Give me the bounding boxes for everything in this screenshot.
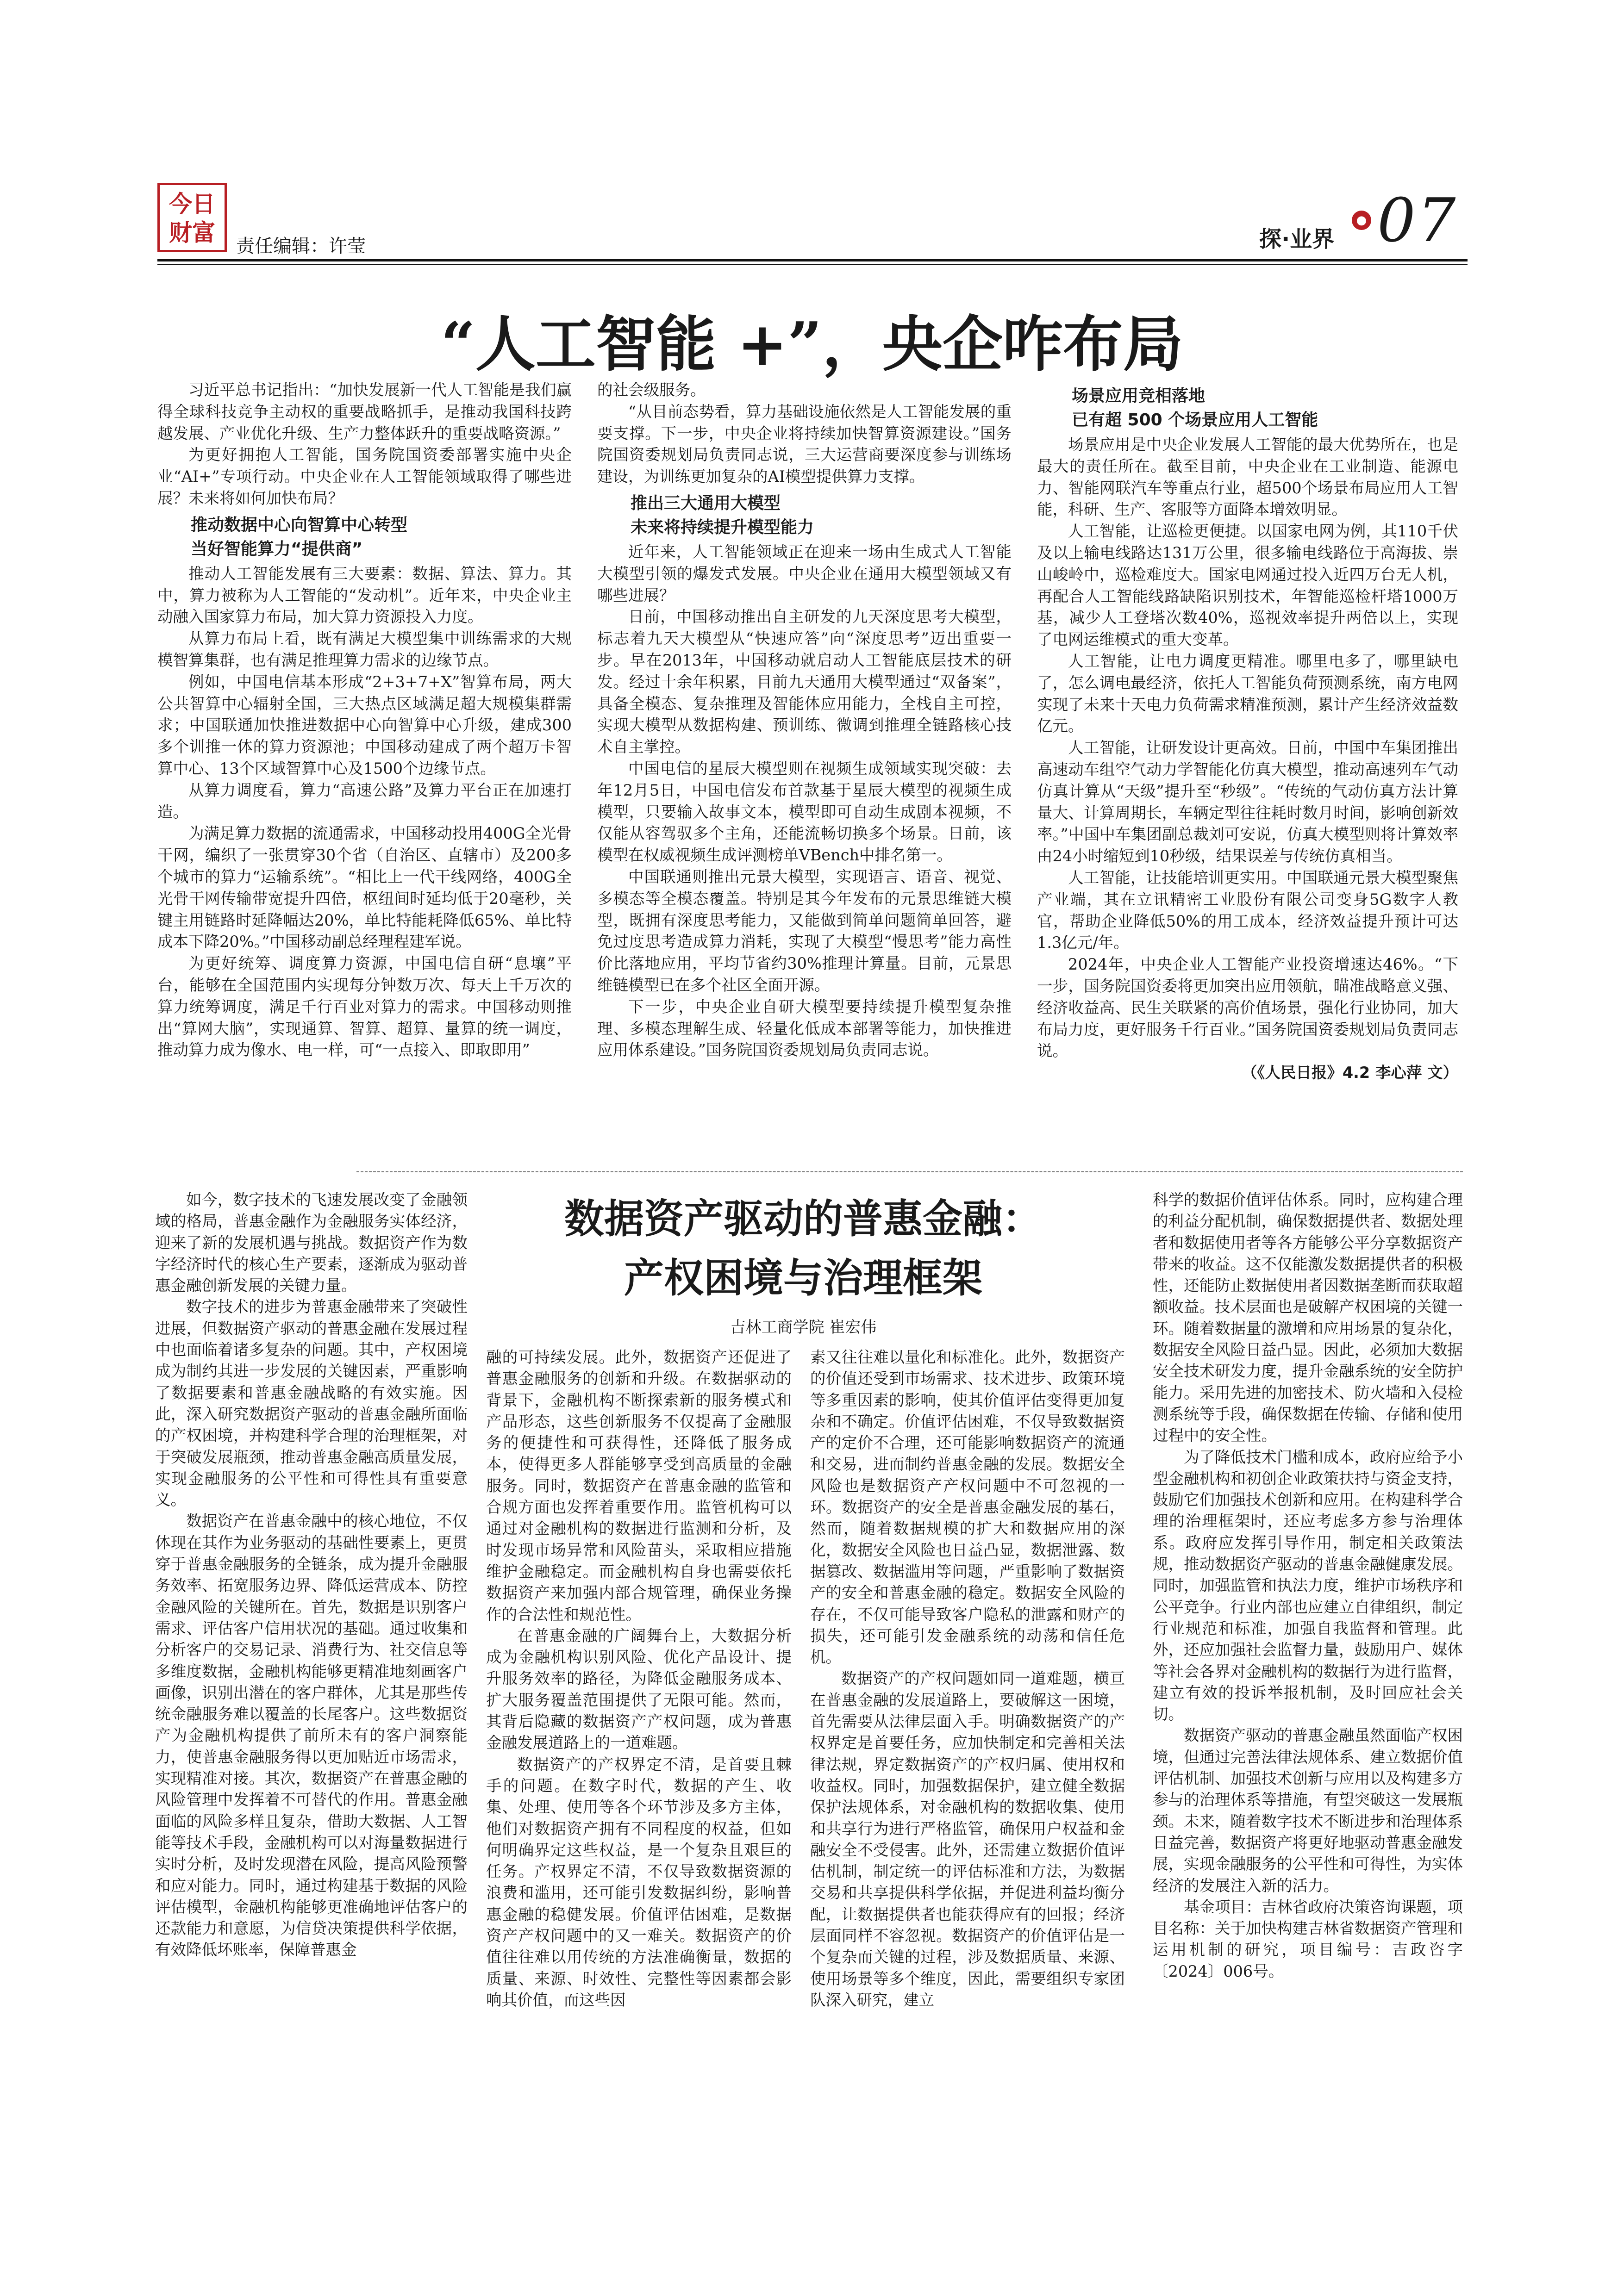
paragraph: “从目前态势看，算力基础设施依然是人工智能发展的重要支撑。下一步，中央企业将持续加快智算资源建设。”国务院国资委规划局负责同志说，三大运营商要深度参与训练场建设，为训练更加复杂的AI模型提供算力支撑。 xyxy=(597,402,1012,486)
paragraph: 为更好拥抱人工智能，国务院国资委部署实施中央企业“AI+”专项行动。中央企业在人工智能领域取得了哪些进展？未来将如何加快布局？ xyxy=(157,446,572,507)
subheading xyxy=(157,513,572,561)
subheading-line: 已有超 500 个场景应用人工智能 xyxy=(1072,411,1318,429)
paragraph: 数据资产驱动的普惠金融虽然面临产权困境，但通过完善法律法规体系、建立数据价值评估机制、加强技术创新与应用以及构建多方参与的治理体系等措施，有望突破这一发展瓶颈。未来，随着数字技术不断进步和治理体系日益完善，数据资产将更好地驱动普惠金融发展，实现金融服务的公平性和可得性，为实体经济的发展注入新的活力。 xyxy=(1153,1726,1463,1895)
paragraph: 融的可持续发展。此外，数据资产还促进了普惠金融服务的创新和升级。在数据驱动的背景下，金融机构不断探索新的服务模式和产品形态，这些创新服务不仅提高了金融服务的便捷性和可获得性，还降低了服务成本，使得更多人群能够享受到高质量的金融服务。同时，数据资产在普惠金融的监管和合规方面也发挥着重要作用。监管机构可以通过对金融机构的数据进行监测和分析，及时发现市场异常和风险苗头，采取相应措施维护金融稳定。而金融机构自身也需要依托数据资产来加强内部合规管理，确保业务操作的合法性和规范性。 xyxy=(486,1348,792,1624)
header-rule xyxy=(157,259,1468,261)
paragraph: 场景应用是中央企业发展人工智能的最大优势所在，也是最大的责任所在。截至目前，中央企业在工业制造、能源电力、智能网联汽车等重点行业，超500个场景布局应用人工智能，科研、生产、客服等方面降本增效明显。 xyxy=(1037,436,1458,519)
paragraph: 习近平总书记指出：“加快发展新一代人工智能是我们赢得全球科技竞争主动权的重要战略抓手，是推动我国科技跨越发展、产业优化升级、生产力整体跃升的重要战略资源。” xyxy=(157,381,572,442)
paragraph: 的社会级服务。 xyxy=(597,381,706,399)
paragraph: 推动人工智能发展有三大要素：数据、算法、算力。其中，算力被称为人工智能的“发动机”。近年来，中央企业主动融入国家算力布局，加大算力资源投入力度。 xyxy=(157,564,572,626)
paragraph: 从算力布局上看，既有满足大模型集中训练需求的大规模智算集群，也有满足推理算力需求的边缘节点。 xyxy=(157,629,572,669)
section-name: 探·业界 xyxy=(1259,226,1335,252)
paragraph: 人工智能，让研发设计更高效。日前，中国中车集团推出高速动车组空气动力学智能化仿真大模型，推动高速列车气动仿真计算从“天级”提升至“秒级”。“传统的气动仿真方法计算量大、计算周期长，车辆定型往往耗时数月时间，影响创新效率。”中国中车集团副总裁刘可安说，仿真大模型则将计算效率由24小时缩短到10秒级，结果误差与传统仿真相当。 xyxy=(1037,739,1458,865)
paragraph: 数据资产的产权界定不清，是首要且棘手的问题。在数字时代，数据的产生、收集、处理、使用等各个环节涉及多方主体，他们对数据资产拥有不同程度的权益，但如何明确界定这些权益，是一个复杂且艰巨的任务。产权界定不清，不仅导致数据资源的浪费和滥用，还可能引发数据纠纷，影响普惠金融的稳健发展。价值评估困难，是数据资产产权问题中的又一难关。数据资产的价值往往难以用传统的方法准确衡量，数据的质量、来源、时效性、完整性等因素都会影响其价值，而这些因 xyxy=(486,1755,792,2009)
editor-credit: 责任编辑：许莹 xyxy=(236,236,366,257)
paragraph: 数据资产的产权问题如同一道难题，横亘在普惠金融的发展道路上，要破解这一困境，首先需要从法律层面入手。明确数据资产的产权界定是首要任务，应加快制定和完善相关法律法规，界定数据资产的产权归属、使用权和收益权。同时，加强数据保护，建立健全数据保护法规体系，对金融机构的数据收集、使用和共享行为进行严格监管，确保用户权益和金融安全不受侵害。此外，还需建立数据价值评估机制，制定统一的评估标准和方法，为数据交易和共享提供科学依据，并促进利益均衡分配，让数据提供者也能获得应有的回报；经济层面同样不容忽视。数据资产的价值评估是一个复杂而关键的过程，涉及数据质量、来源、使用场景等多个维度，因此，需要组织专家团队深入研究，建立 xyxy=(810,1669,1125,2009)
paragraph: 为满足算力数据的流通需求，中国移动投用400G全光骨干网，编织了一张贯穿30个省（自治区、直辖市）及200多个城市的算力“运输系统”。“相比上一代干线网络，400G全光骨干网传输带宽提升四倍，枢纽间时延均低于20毫秒，关键主用链路时延降幅达20%，单比特能耗降低65%、单比特成本下降20%。”中国移动副总经理程建军说。 xyxy=(157,824,572,951)
subheading xyxy=(597,492,1012,540)
paragraph: 人工智能，让巡检更便捷。以国家电网为例，其110千伏及以上输电线路达131万公里，很多输电线路位于高海拔、崇山峻岭中，巡检难度大。国家电网通过投入近四万台无人机，再配合人工智能线路缺陷识别技术，年智能巡检杆塔1000万基，减少人工登塔次数40%，巡视效率提升两倍以上，实现了电网运维模式的重大变革。 xyxy=(1037,522,1458,649)
paragraph: 中国联通则推出元景大模型，实现语言、语音、视觉、多模态等全模态覆盖。特别是其今年发布的元景思维链大模型，既拥有深度思考能力，又能做到简单问题简单回答，避免过度思考造成算力消耗，实现了大模型“慢思考”能力高性价比落地应用，平均节省约30%推理计算量。目前，元景思维链模型已在多个社区全面开源。 xyxy=(597,867,1012,994)
article1-column-3 xyxy=(1037,380,1458,1084)
paragraph: 如今，数字技术的飞速发展改变了金融领域的格局，普惠金融作为金融服务实体经济，迎来了新的发展机遇与挑战。数据资产作为数字经济时代的核心生产要素，逐渐成为驱动普惠金融创新发展的关键力量。 xyxy=(155,1191,468,1295)
paragraph: 数字技术的进步为普惠金融带来了突破性进展，但数据资产驱动的普惠金融在发展过程中也面临着诸多复杂的问题。其中，产权困境成为制约其进一步发展的关键因素，严重影响了数据要素和普惠金融战略的有效实施。因此，深入研究数据资产驱动的普惠金融所面临的产权困境，并构建科学合理的治理框架，对于突破发展瓶颈，推动普惠金融高质量发展，实现金融服务的公平性和可得性具有重要意义。 xyxy=(155,1298,468,1509)
article2-title-line1: 数据资产驱动的普惠金融： xyxy=(564,1196,1042,1242)
paragraph: 基金项目：吉林省政府决策咨询课题，项目名称：关于加快构建吉林省数据资产管理和运用机制的研究，项目编号：吉政咨字〔2024〕006号。 xyxy=(1153,1898,1463,1980)
subheading-line: 当好智能算力“提供商” xyxy=(191,539,363,559)
paragraph: 素又往往难以量化和标准化。此外，数据资产的价值还受到市场需求、技术进步、政策环境等多重因素的影响，使其价值评估变得更加复杂和不确定。价值评估困难，不仅导致数据资产的定价不合理，还可能影响数据资产的流通和交易，进而制约普惠金融的发展。数据安全风险也是数据资产产权问题中不可忽视的一环。数据资产的安全是普惠金融发展的基石，然而，随着数据规模的扩大和数据应用的深化，数据安全风险也日益凸显，数据泄露、数据篡改、数据滥用等问题，严重影响了数据资产的安全和普惠金融的稳定。数据安全风险的存在，不仅可能导致客户隐私的泄露和财产的损失，还可能引发金融系统的动荡和信任危机。 xyxy=(810,1348,1125,1667)
subheading-line: 未来将持续提升模型能力 xyxy=(631,517,814,537)
subheading-line: 场景应用竞相落地 xyxy=(1072,386,1206,405)
page-number: 07 xyxy=(1377,185,1458,255)
paragraph: 科学的数据价值评估体系。同时，应构建合理的利益分配机制，确保数据提供者、数据处理者和数据使用者等各方能够公平分享数据资产带来的收益。这不仅能激发数据提供者的积极性，还能防止数据使用者因数据垄断而获取超额收益。技术层面也是破解产权困境的关键一环。随着数据量的激增和应用场景的复杂化，数据安全风险日益凸显。因此，必须加大数据安全技术研发力度，提升金融系统的安全防护能力。采用先进的加密技术、防火墙和入侵检测系统等手段，确保数据在传输、存储和使用过程中的安全性。 xyxy=(1153,1191,1463,1445)
subheading xyxy=(1037,384,1458,432)
article2-author: 吉林工商学院 崔宏伟 xyxy=(730,1318,877,1337)
paragraph: 中国电信的星辰大模型则在视频生成领域实现突破：去年12月5日，中国电信发布首款基于星辰大模型的视频生成模型，只要输入故事文本，模型即可自动生成剧本视频，不仅能从容驾驭多个主角，还能流畅切换多个场景。日前，该模型在权威视频生成评测榜单VBench中排名第一。 xyxy=(597,759,1012,865)
newspaper-logo xyxy=(157,183,227,252)
subheading-line: 推出三大通用大模型 xyxy=(631,493,781,513)
paragraph: 日前，中国移动推出自主研发的九天深度思考大模型，标志着九天大模型从“快速应答”向“深度思考”迈出重要一步。早在2013年，中国移动就启动人工智能底层技术的研发。经过十余年积累，目前九天通用大模型通过“双备案”，具备全模态、复杂推理及智能体应用能力，全栈自主可控，实现大模型从数据构建、预训练、微调到推理全链路核心技术自主掌控。 xyxy=(597,608,1012,756)
paragraph: 人工智能，让电力调度更精准。哪里电多了，哪里缺电了，怎么调电最经济，依托人工智能负荷预测系统，南方电网实现了未来十天电力负荷需求精准预测，累计产生经济效益数亿元。 xyxy=(1037,652,1458,735)
section-badge-icon: ● xyxy=(1352,211,1371,230)
subheading-line: 推动数据中心向智算中心转型 xyxy=(191,515,408,535)
paragraph: 数据资产在普惠金融中的核心地位，不仅体现在其作为业务驱动的基础性要素上，更贯穿于普惠金融服务的全链条，成为提升金融服务效率、拓宽服务边界、降低运营成本、防控金融风险的关键所在。首先，数据是识别客户需求、评估客户信用状况的基础。通过收集和分析客户的交易记录、消费行为、社交信息等多维度数据，金融机构能够更精准地刻画客户画像，识别出潜在的客户群体，尤其是那些传统金融服务难以覆盖的长尾客户。这些数据资产为金融机构提供了前所未有的客户洞察能力，使普惠金融服务得以更加贴近市场需求，实现精准对接。其次，数据资产在普惠金融的风险管理中发挥着不可替代的作用。普惠金融面临的风险多样且复杂，借助大数据、人工智能等技术手段，金融机构可以对海量数据进行实时分析，及时发现潜在风险，提高风险预警和应对能力。同时，通过构建基于数据的风险评估模型，金融机构能够更准确地评估客户的还款能力和意愿，为信贷决策提供科学依据，有效降低坏账率，保障普惠金 xyxy=(155,1512,468,1959)
paragraph: 例如，中国电信基本形成“2+3+7+X”智算布局，两大公共智算中心辐射全国，三大热点区域满足超大规模集群需求；中国联通加快推进数据中心向智算中心升级，建成300多个训推一体的算力资源池；中国移动建成了两个超万卡智算中心、13个区域智算中心及1500个边缘节点。 xyxy=(157,672,572,778)
article-separator xyxy=(356,1171,1463,1172)
paragraph: 人工智能，让技能培训更实用。中国联通元景大模型聚焦产业端，其在立讯精密工业股份有限公司变身5G数字人教官，帮助企业降低50%的用工成本，经济效益提升预计可达1.3亿元/年。 xyxy=(1037,868,1458,952)
paragraph: 2024年，中央企业人工智能产业投资增速达46%。“下一步，国务院国资委将更加突出应用领航，瞄准战略意义强、经济收益高、民生关联紧的高价值场景，强化行业协同，加大布局力度，更好服务千行百业。”国务院国资委规划局负责同志说。 xyxy=(1037,955,1458,1060)
article2-column-4 xyxy=(1153,1189,1463,1982)
article1-credit: （《人民日报》4.2 李心萍 文） xyxy=(1242,1064,1458,1082)
paragraph: 为了降低技术门槛和成本，政府应给予小型金融机构和初创企业政策扶持与资金支持，鼓励它们加强技术创新和应用。在构建科学合理的治理框架时，还应考虑多方参与治理体系。政府应发挥引导作用，制定相关政策法规，推动数据资产驱动的普惠金融健康发展。同时，加强监管和执法力度，维护市场秩序和公平竞争。行业内部也应建立自律组织，制定行业规范和标准，加强自我监督和管理。此外，还应加强社会监督力量，鼓励用户、媒体等社会各界对金融机构的数据行为进行监督，建立有效的投诉举报机制，及时回应社会关切。 xyxy=(1153,1448,1463,1724)
paragraph: 下一步，中央企业自研大模型要持续提升模型复杂推理、多模态理解生成、轻量化低成本部署等能力，加快推进应用体系建设。”国务院国资委规划局负责同志说。 xyxy=(597,997,1012,1059)
article2-column-1 xyxy=(155,1189,468,1961)
header-rule-thin xyxy=(157,264,1468,265)
article1-title: “人工智能 +”，央企咋布局 xyxy=(441,309,1183,380)
logo-line2: 财富 xyxy=(169,219,215,246)
paragraph: 在普惠金融的广阔舞台上，大数据分析成为金融机构识别风险、优化产品设计、提升服务效率的路径，为降低金融服务成本、扩大服务覆盖范围提供了无限可能。然而，其背后隐藏的数据资产产权问题，成为普惠金融发展道路上的一道难题。 xyxy=(486,1626,792,1752)
paragraph: 从算力调度看，算力“高速公路”及算力平台正在加速打造。 xyxy=(157,781,572,821)
logo-line1: 今日 xyxy=(169,190,215,218)
paragraph: 为更好统筹、调度算力资源，中国电信自研“息壤”平台，能够在全国范围内实现每分钟数万次、每天上千万次的算力统筹调度，满足千行百业对算力的需求。中国移动则推出“算网大脑”，实现通算、智算、超算、量算的统一调度，推动算力成为像水、电一样，可“一点接入、即取即用” xyxy=(157,954,572,1059)
article1-column-2 xyxy=(597,380,1012,1061)
article2-title-line2: 产权困境与治理框架 xyxy=(624,1255,982,1301)
article2-column-3 xyxy=(810,1347,1125,2011)
paragraph: 近年来，人工智能领域正在迎来一场由生成式人工智能大模型引领的爆发式发展。中央企业在通用大模型领域又有哪些进展？ xyxy=(597,542,1012,604)
article1-column-1 xyxy=(157,380,572,1061)
article2-column-2 xyxy=(486,1347,792,2011)
article2-title xyxy=(491,1189,1116,1308)
